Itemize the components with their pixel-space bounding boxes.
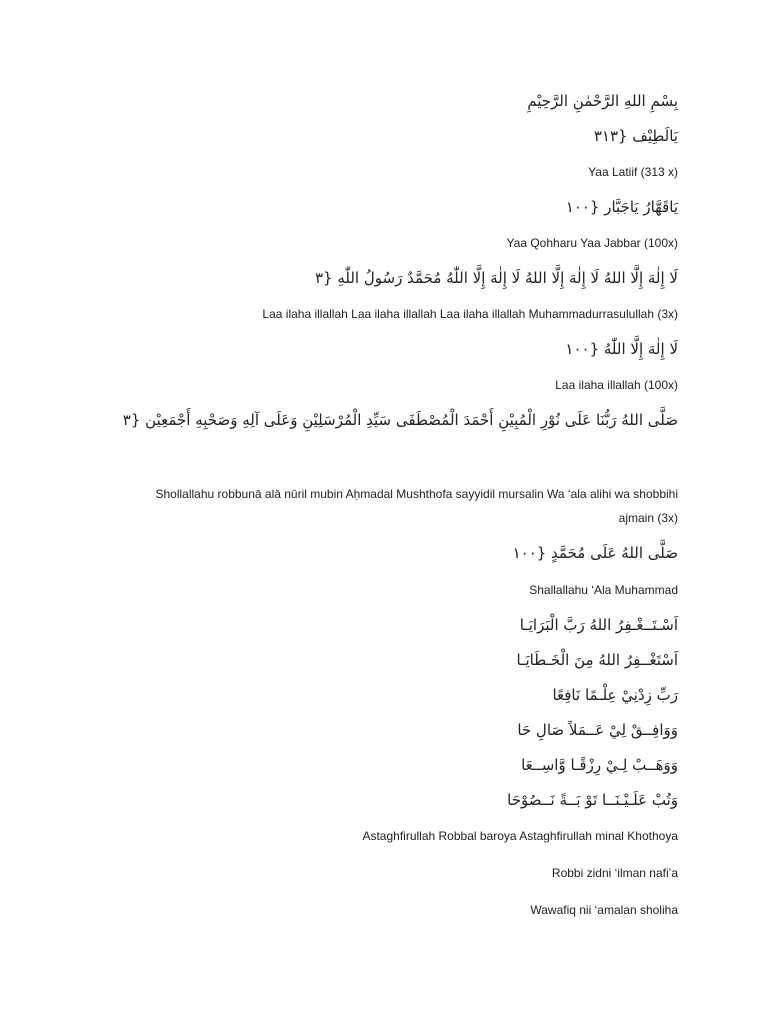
sholawat-arabic: صَلَّى اللهُ رَبُّنَا عَلَى نُوْرِ الْمُبِيْنِ أَحْمَدَ الْمُصْطَفَى سَيِّدِ الْمُرْسَلِيْنِ وَعَلَى آلِهِ وَصَحْبِهِ أَجْمَعِيْن {٣: [122, 411, 678, 429]
poem-latin-1: Astaghfirullah Robbal baroya Astaghfirullah minal Khothoya: [362, 829, 678, 843]
poem-line-1: اَسْـتَــغْـفِرُ اللهُ رَبَّ الْبَرَايَـا: [519, 616, 678, 634]
ya-qohhar-latin: Yaa Qohharu Yaa Jabbar (100x): [506, 236, 678, 250]
tahlil-100-arabic: لَا إِلٰهَ إِلَّا اللّٰهُ {١٠٠: [565, 340, 678, 358]
shalawat-100-latin: Shallallahu ‘Ala Muhammad: [529, 583, 678, 597]
poem-latin-3: Wawafiq nii ‘amalan sholiha: [530, 903, 678, 917]
sholawat-latin: Shollallahu robbunā alā nūril mubin Aḥmadal Mushthofa sayyidil mursalin Wa ‘ala alihi wa shobbihi ajmain (3x): [155, 487, 678, 525]
tahlil-arabic: لَا إِلٰهَ إِلَّا اللهُ لَا إِلٰهَ إِلَّا اللهُ لَا إِلٰهَ إِلَّا اللّٰهُ مُحَمَّدٌ رَسُولُ اللّٰهِ {٣: [314, 269, 678, 287]
document-page: [90, 0, 678, 1024]
ya-latif-arabic: يَالَطِيْف {٣١٣: [593, 127, 678, 145]
poem-line-3: رَبِّ زِدْنِيْ عِلْـمًا نَافِعًا: [552, 686, 678, 704]
poem-line-6: وَتُبْ عَلَـيْـنَــا تَوْ بَــةً نَــصُوْحَا: [507, 791, 678, 809]
poem-line-5: وَوَهَــبْ لِـيْ رِزْقًـا وَّاسِــعَا: [521, 756, 678, 774]
tahlil-100-latin: Laa ilaha illallah (100x): [555, 378, 678, 392]
shalawat-100-arabic: صَلَّى اللهُ عَلَى مُحَمَّدٍ {١٠٠: [512, 544, 678, 562]
tahlil-latin: Laa ilaha illallah Laa ilaha illallah Laa ilaha illallah Muhammadurrasulullah (3x): [262, 307, 678, 321]
ya-qohhar-arabic: يَاقَهَّارُ يَاجَبَّار {١٠٠: [565, 198, 678, 216]
poem-line-2: اَسْتَغْــفِرُ اللهُ مِنَ الْخَـطَايَـا: [516, 651, 678, 669]
ya-latif-latin: Yaa Latiif (313 x): [588, 165, 678, 179]
poem-line-4: وَوَافِــقْ لِيْ عَــمَلاً صَالِ حَا: [517, 721, 678, 739]
basmala-arabic: بِسْمِ اللهِ الرَّحْمٰنِ الرَّحِيْمِ: [527, 92, 678, 110]
poem-latin-2: Robbi zidni ‘ilman nafi’a: [551, 866, 678, 880]
